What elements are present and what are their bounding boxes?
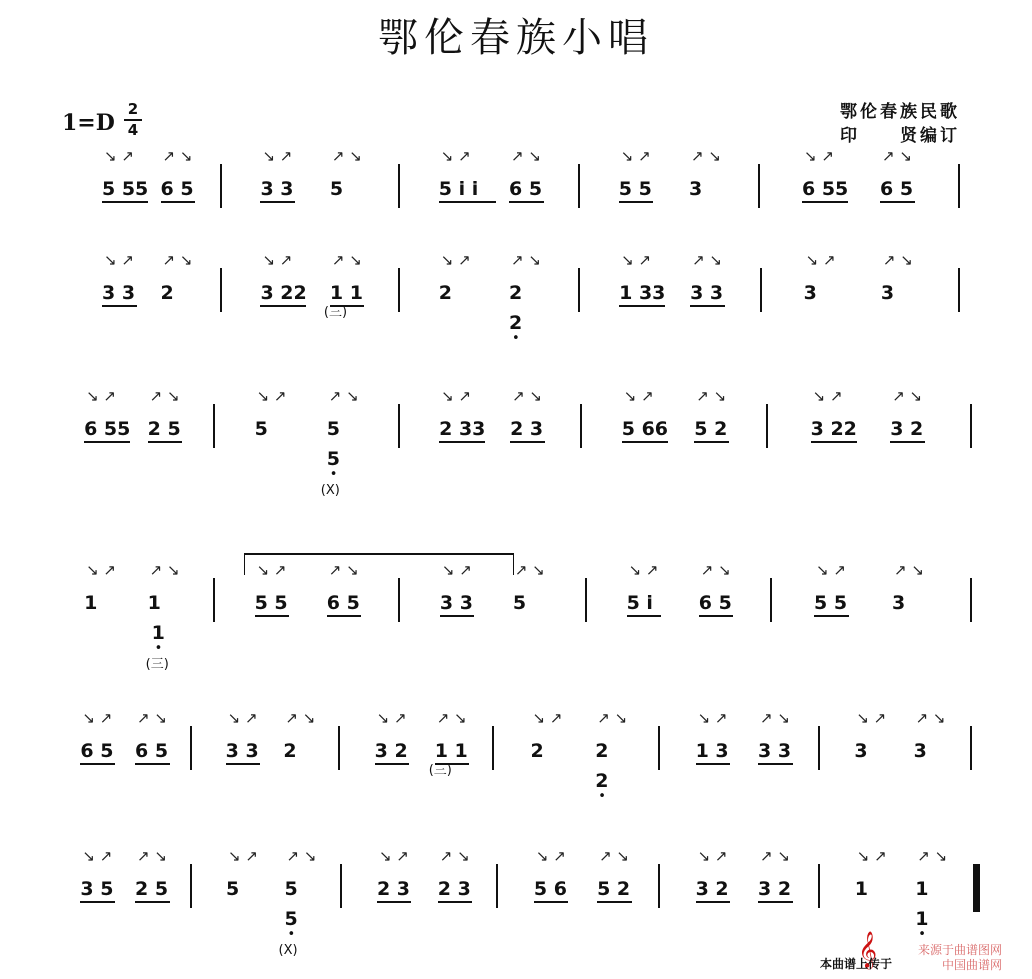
low-octave-dot: •: [154, 641, 163, 656]
bowing-mark-icon: ↘ ↗: [378, 847, 409, 865]
bowing-mark-icon: ↘ ↗: [628, 561, 659, 579]
bowing-mark-icon: ↘ ↗: [227, 709, 258, 727]
eighth-note-beam: [440, 615, 475, 617]
bowing-mark-icon: ↗ ↘: [511, 251, 541, 269]
note-group: 5: [254, 418, 268, 440]
note-group: 5 5: [618, 178, 652, 200]
low-octave-dot: •: [512, 331, 520, 346]
key-signature: 1=D: [62, 110, 115, 136]
bowing-mark-icon: ↘ ↗: [376, 709, 407, 727]
low-octave-dot: •: [287, 927, 296, 942]
barline: [580, 404, 582, 448]
eighth-note-beam: [814, 615, 849, 617]
note-group: 3 5: [80, 878, 114, 900]
bowing-mark-icon: ↗ ↘: [149, 387, 180, 405]
note-group: 2 5: [135, 878, 169, 900]
eighth-note-beam: [758, 763, 793, 765]
eighth-note-beam: [84, 441, 130, 443]
bowing-mark-icon: ↗ ↘: [436, 709, 467, 727]
note-group: 1: [915, 878, 929, 900]
low-octave-dot: •: [598, 789, 606, 804]
note-group: 3: [803, 282, 817, 304]
eighth-note-beam: [627, 615, 662, 617]
page-title: 鄂伦春族小唱: [378, 15, 654, 61]
bowing-mark-icon: ↗ ↘: [599, 847, 629, 865]
note-group: 2: [595, 740, 609, 762]
bowing-mark-icon: ↘ ↗: [532, 709, 563, 727]
lower-note: 5: [326, 448, 340, 470]
note-group: 3 3: [225, 740, 259, 762]
note-group: 1: [854, 878, 869, 900]
note-group: 5 66: [621, 418, 669, 440]
note-group: 6 5: [80, 740, 114, 762]
bowing-mark-icon: ↗ ↘: [162, 251, 193, 269]
bowing-mark-icon: ↘ ↗: [697, 709, 728, 727]
fingering-annotation: (X): [320, 483, 340, 498]
lower-note: 5: [284, 908, 298, 930]
note-group: 5: [329, 178, 344, 200]
bowing-mark-icon: ↗ ↘: [331, 251, 362, 269]
note-group: 2 3: [510, 418, 544, 440]
meter-top: 2: [124, 100, 142, 121]
barline: [658, 864, 660, 908]
eighth-note-beam: [102, 201, 148, 203]
eighth-note-beam: [80, 901, 115, 903]
note-group: 6 5: [880, 178, 914, 200]
barline: [818, 726, 820, 770]
note-group: 5: [284, 878, 298, 900]
bowing-mark-icon: ↘ ↗: [256, 561, 287, 579]
eighth-note-beam: [135, 901, 170, 903]
bowing-mark-icon: ↗ ↘: [149, 561, 180, 579]
note-group: 3 2: [890, 418, 924, 440]
barline: [578, 164, 580, 208]
eighth-note-beam: [148, 441, 183, 443]
note-group: 5 2: [694, 418, 728, 440]
bowing-mark-icon: ↘ ↗: [82, 847, 113, 865]
eighth-note-beam: [260, 201, 295, 203]
barline: [398, 404, 400, 448]
bowing-mark-icon: ↘ ↗: [856, 847, 887, 865]
eighth-note-beam: [802, 201, 848, 203]
note-group: 6 5: [326, 592, 360, 614]
barline: [398, 578, 400, 622]
note-group: 3 3: [690, 282, 724, 304]
bowing-mark-icon: ↗ ↘: [137, 847, 167, 865]
eighth-note-beam: [439, 201, 497, 203]
bowing-mark-icon: ↘ ↗: [856, 709, 887, 727]
note-group: 5 i: [626, 592, 653, 614]
note-group: 3 3: [102, 282, 136, 304]
note-group: 6 5: [698, 592, 732, 614]
barline: [818, 864, 820, 908]
note-group: 3 22: [260, 282, 307, 304]
note-group: 2: [530, 740, 544, 762]
bowing-mark-icon: ↘ ↗: [623, 387, 654, 405]
bowing-mark-icon: ↗ ↘: [894, 561, 924, 579]
note-group: 3: [854, 740, 868, 762]
eighth-note-beam: [438, 901, 473, 903]
note-group: 6 5: [509, 178, 543, 200]
barline: [496, 864, 498, 908]
bowing-mark-icon: ↘ ↗: [816, 561, 846, 579]
lower-note: 1: [151, 622, 165, 644]
note-group: 3: [892, 592, 906, 614]
bowing-mark-icon: ↘ ↗: [697, 847, 728, 865]
barline: [492, 726, 494, 770]
note-group: 2 3: [437, 878, 471, 900]
eighth-note-beam: [377, 901, 412, 903]
barline: [958, 268, 960, 312]
note-group: 2 3: [376, 878, 411, 900]
note-group: 3: [913, 740, 927, 762]
bowing-mark-icon: ↗ ↘: [286, 847, 317, 865]
note-group: 3 3: [758, 740, 792, 762]
note-group: 5: [512, 592, 527, 614]
note-group: 5 2: [597, 878, 631, 900]
lower-note: 2: [509, 312, 523, 334]
bowing-mark-icon: ↘ ↗: [812, 387, 843, 405]
bowing-mark-icon: ↘ ↗: [805, 251, 836, 269]
eighth-note-beam: [255, 615, 290, 617]
eighth-note-beam: [597, 901, 632, 903]
eighth-note-beam: [696, 901, 731, 903]
fingering-annotation: (X): [278, 943, 298, 958]
eighth-note-beam: [811, 441, 857, 443]
note-group: 3 22: [810, 418, 857, 440]
bowing-mark-icon: ↘ ↗: [104, 251, 134, 269]
footer-note: 本曲谱上传于: [819, 957, 892, 971]
time-signature: [124, 100, 142, 140]
barline: [970, 726, 972, 770]
bowing-mark-icon: ↗ ↘: [692, 251, 722, 269]
eighth-note-beam: [619, 305, 665, 307]
repeat-bracket: [244, 553, 514, 575]
note-group: 3 2: [695, 878, 729, 900]
barline: [970, 404, 972, 448]
note-group: 2: [438, 282, 453, 304]
barline: [958, 164, 960, 208]
bowing-mark-icon: ↗ ↘: [915, 709, 946, 727]
eighth-note-beam: [135, 763, 170, 765]
barline: [220, 164, 222, 208]
bowing-mark-icon: ↘ ↗: [228, 847, 258, 865]
bowing-mark-icon: ↗ ↘: [137, 709, 167, 727]
bowing-mark-icon: ↗ ↘: [514, 561, 545, 579]
note-group: 3: [880, 282, 895, 304]
watermark-line-2: 中国曲谱网: [941, 958, 1002, 972]
eighth-note-beam: [80, 763, 115, 765]
bowing-mark-icon: ↗ ↘: [882, 251, 913, 269]
fingering-annotation: (三): [428, 763, 452, 778]
note-group: 5 5: [254, 592, 288, 614]
bowing-mark-icon: ↗ ↘: [892, 387, 923, 405]
barline: [970, 578, 972, 622]
note-group: 1 1: [329, 282, 363, 304]
note-group: 5: [326, 418, 340, 440]
eighth-note-beam: [699, 615, 734, 617]
note-group: 2: [283, 740, 297, 762]
eighth-note-beam: [510, 441, 545, 443]
eighth-note-beam: [619, 201, 654, 203]
barline: [190, 864, 192, 908]
note-group: 5 55: [102, 178, 149, 200]
bowing-mark-icon: ↗ ↘: [328, 561, 359, 579]
lower-note: 2: [595, 770, 609, 792]
bowing-mark-icon: ↘ ↗: [440, 147, 471, 165]
lower-note: 1: [915, 908, 929, 930]
bowing-mark-icon: ↗ ↘: [917, 847, 948, 865]
barline: [190, 726, 192, 770]
barline: [770, 578, 772, 622]
eighth-note-beam: [226, 763, 261, 765]
eighth-note-beam: [690, 305, 725, 307]
eighth-note-beam: [622, 441, 668, 443]
note-group: 6 5: [135, 740, 169, 762]
meter-bottom: 4: [127, 121, 139, 139]
barline: [578, 268, 580, 312]
bowing-mark-icon: ↘ ↗: [441, 561, 472, 579]
bowing-mark-icon: ↘ ↗: [86, 387, 116, 405]
note-group: 6 55: [802, 178, 849, 200]
eighth-note-beam: [509, 201, 544, 203]
bowing-mark-icon: ↘ ↗: [262, 147, 293, 165]
barline: [658, 726, 660, 770]
eighth-note-beam: [758, 901, 793, 903]
note-group: 1 33: [619, 282, 666, 304]
bowing-mark-icon: ↘ ↗: [104, 147, 134, 165]
treble-clef-icon: 𝄞: [858, 930, 877, 968]
note-group: 3 3: [260, 178, 294, 200]
low-octave-dot: •: [918, 927, 926, 942]
source-credit: 鄂伦春族民歌: [840, 102, 960, 122]
note-group: 1 3: [695, 740, 729, 762]
watermark: [918, 943, 1002, 973]
note-group: 2 5: [147, 418, 181, 440]
bowing-mark-icon: ↘ ↗: [441, 387, 472, 405]
bowing-mark-icon: ↘ ↗: [440, 251, 471, 269]
note-group: 3 3: [439, 592, 473, 614]
barline: [220, 268, 222, 312]
note-group: 2: [509, 282, 523, 304]
note-group: 5: [226, 878, 240, 900]
bowing-mark-icon: ↗ ↘: [162, 147, 193, 165]
barline: [338, 726, 340, 770]
note-group: 5 6: [533, 878, 567, 900]
eighth-note-beam: [161, 201, 196, 203]
eighth-note-beam: [260, 305, 306, 307]
note-group: 5 5: [814, 592, 848, 614]
bowing-mark-icon: ↗ ↘: [331, 147, 362, 165]
note-group: 3 2: [374, 740, 408, 762]
eighth-note-beam: [327, 615, 362, 617]
bowing-mark-icon: ↘ ↗: [86, 561, 116, 579]
bowing-mark-icon: ↗ ↘: [696, 387, 727, 405]
barline: [398, 268, 400, 312]
bowing-mark-icon: ↘ ↗: [535, 847, 566, 865]
bowing-mark-icon: ↗ ↘: [691, 147, 721, 165]
fingering-annotation: (三): [145, 657, 169, 672]
bowing-mark-icon: ↘ ↗: [256, 387, 287, 405]
barline: [213, 578, 215, 622]
barline: [398, 164, 400, 208]
eighth-note-beam: [534, 901, 569, 903]
eighth-note-beam: [102, 305, 137, 307]
bowing-mark-icon: ↗ ↘: [511, 147, 541, 165]
final-barline: [973, 864, 980, 912]
bowing-mark-icon: ↘ ↗: [621, 251, 652, 269]
bowing-mark-icon: ↗ ↘: [512, 387, 542, 405]
bowing-mark-icon: ↗ ↘: [760, 847, 790, 865]
eighth-note-beam: [890, 441, 925, 443]
bowing-mark-icon: ↗ ↘: [285, 709, 316, 727]
editor-credit: 印 贤编订: [840, 126, 960, 146]
eighth-note-beam: [694, 441, 729, 443]
bowing-mark-icon: ↗ ↘: [328, 387, 359, 405]
eighth-note-beam: [439, 441, 485, 443]
barline: [340, 864, 342, 908]
barline: [758, 164, 760, 208]
note-group: 2: [160, 282, 174, 304]
barline: [760, 268, 762, 312]
bowing-mark-icon: ↗ ↘: [700, 561, 731, 579]
barline: [213, 404, 215, 448]
fingering-annotation: (三): [323, 305, 348, 320]
barline: [766, 404, 768, 448]
eighth-note-beam: [696, 763, 731, 765]
bowing-mark-icon: ↘ ↗: [804, 147, 834, 165]
eighth-note-beam: [880, 201, 915, 203]
watermark-line-1: 来源于曲谱图网: [917, 943, 1002, 957]
note-group: 3 2: [758, 878, 792, 900]
note-group: 1 1: [434, 740, 468, 762]
note-group: 1: [147, 592, 161, 614]
note-group: 6 5: [160, 178, 194, 200]
note-group: 1: [84, 592, 98, 614]
bowing-mark-icon: ↘ ↗: [82, 709, 113, 727]
low-octave-dot: •: [329, 467, 338, 482]
bowing-mark-icon: ↗ ↘: [439, 847, 470, 865]
note-group: 3: [689, 178, 703, 200]
barline: [585, 578, 587, 622]
note-group: 2 33: [439, 418, 486, 440]
bowing-mark-icon: ↗ ↘: [597, 709, 628, 727]
bowing-mark-icon: ↗ ↘: [882, 147, 912, 165]
bowing-mark-icon: ↘ ↗: [262, 251, 293, 269]
eighth-note-beam: [375, 763, 410, 765]
note-group: 6 55: [84, 418, 131, 440]
note-group: 5 i i: [438, 178, 479, 200]
bowing-mark-icon: ↘ ↗: [620, 147, 651, 165]
bowing-mark-icon: ↗ ↘: [760, 709, 790, 727]
